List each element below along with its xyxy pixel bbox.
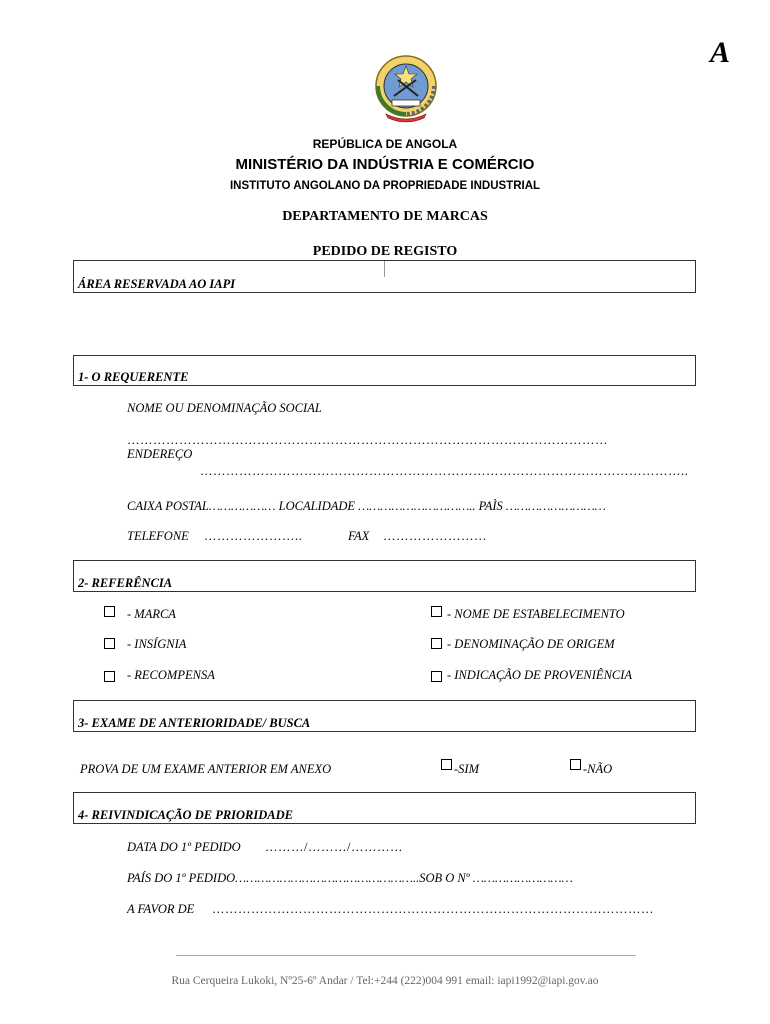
name-field[interactable]: ………………………………………………………………………………………………… bbox=[127, 433, 608, 447]
phone-field[interactable]: ………………….. bbox=[204, 529, 303, 543]
sim-checkbox[interactable] bbox=[441, 759, 452, 770]
marca-checkbox[interactable] bbox=[104, 606, 115, 617]
requerente-title: 1- O REQUERENTE bbox=[78, 370, 189, 384]
recompensa-label: - RECOMPENSA bbox=[127, 668, 215, 682]
favor-field[interactable]: ………………………………………………………………………………………… bbox=[212, 902, 654, 916]
department-name: DEPARTAMENTO DE MARCAS bbox=[282, 209, 488, 224]
republic-name: REPÚBLICA DE ANGOLA bbox=[312, 137, 458, 151]
divider bbox=[384, 261, 385, 277]
fax-label: FAX bbox=[348, 529, 370, 543]
recompensa-checkbox[interactable] bbox=[104, 671, 115, 682]
nome-estabelecimento-checkbox[interactable] bbox=[431, 606, 442, 617]
data-pedido-label: DATA DO 1º PEDIDO bbox=[127, 840, 241, 854]
ministry-name: MINISTÉRIO DA INDÚSTRIA E COMÉRCIO bbox=[235, 156, 535, 173]
insignia-checkbox[interactable] bbox=[104, 638, 115, 649]
footer-divider bbox=[176, 955, 636, 956]
phone-label: TELEFONE bbox=[127, 529, 189, 543]
reserved-area-title: ÁREA RESERVADA AO IAPI bbox=[78, 277, 236, 291]
nao-label: -NÃO bbox=[583, 762, 613, 776]
reserved-area-box bbox=[73, 260, 696, 293]
sim-label: -SIM bbox=[454, 762, 479, 776]
nome-estabelecimento-label: - NOME DE ESTABELECIMENTO bbox=[447, 607, 625, 621]
institute-name: INSTITUTO ANGOLANO DA PROPRIEDADE INDUSTRIAL bbox=[229, 180, 541, 192]
exame-section-header bbox=[73, 700, 696, 732]
requerente-section-header bbox=[73, 355, 696, 386]
prioridade-section-header bbox=[73, 792, 696, 824]
prioridade-title: 4- REIVINDICAÇÃO DE PRIORIDADE bbox=[78, 808, 293, 822]
nao-checkbox[interactable] bbox=[570, 759, 581, 770]
angola-emblem-icon bbox=[370, 52, 442, 126]
data-pedido-field[interactable]: ………/………/………… bbox=[265, 840, 403, 854]
indicacao-proveniencia-checkbox[interactable] bbox=[431, 671, 442, 682]
address-label: ENDEREÇO bbox=[127, 447, 193, 461]
address-field[interactable]: ………………………………………………………………………………………………….. bbox=[200, 464, 689, 478]
postal-locality-country-line[interactable]: CAIXA POSTAL……………… LOCALIDADE ………………………….. PAÌS ……………………… bbox=[127, 499, 606, 513]
exame-title: 3- EXAME DE ANTERIORIDADE/ BUSCA bbox=[78, 716, 311, 730]
indicacao-proveniencia-label: - INDICAÇÃO DE PROVENIÊNCIA bbox=[447, 668, 633, 682]
footer-address: Rua Cerqueira Lukoki, Nº25-6º Andar / Tel:+244 (222)004 991 email: iapi1992@iapi.gov.ao bbox=[171, 975, 599, 987]
fax-field[interactable]: …………………… bbox=[383, 529, 487, 543]
form-title: PEDIDO DE REGISTO bbox=[312, 244, 458, 259]
prova-label: PROVA DE UM EXAME ANTERIOR EM ANEXO bbox=[80, 762, 332, 776]
referencia-section-header bbox=[73, 560, 696, 592]
favor-label: A FAVOR DE bbox=[127, 902, 195, 916]
pais-pedido-line[interactable]: PAÍS DO 1º PEDIDO…………………………………………..SOB O Nº ……………………… bbox=[127, 871, 573, 885]
name-label: NOME OU DENOMINAÇÃO SOCIAL bbox=[127, 401, 322, 415]
denominacao-origem-checkbox[interactable] bbox=[431, 638, 442, 649]
denominacao-origem-label: - DENOMINAÇÃO DE ORIGEM bbox=[447, 637, 615, 651]
form-letter: A bbox=[709, 36, 730, 69]
marca-label: - MARCA bbox=[127, 607, 176, 621]
insignia-label: - INSÍGNIA bbox=[127, 637, 187, 651]
referencia-title: 2- REFERÊNCIA bbox=[78, 576, 173, 590]
